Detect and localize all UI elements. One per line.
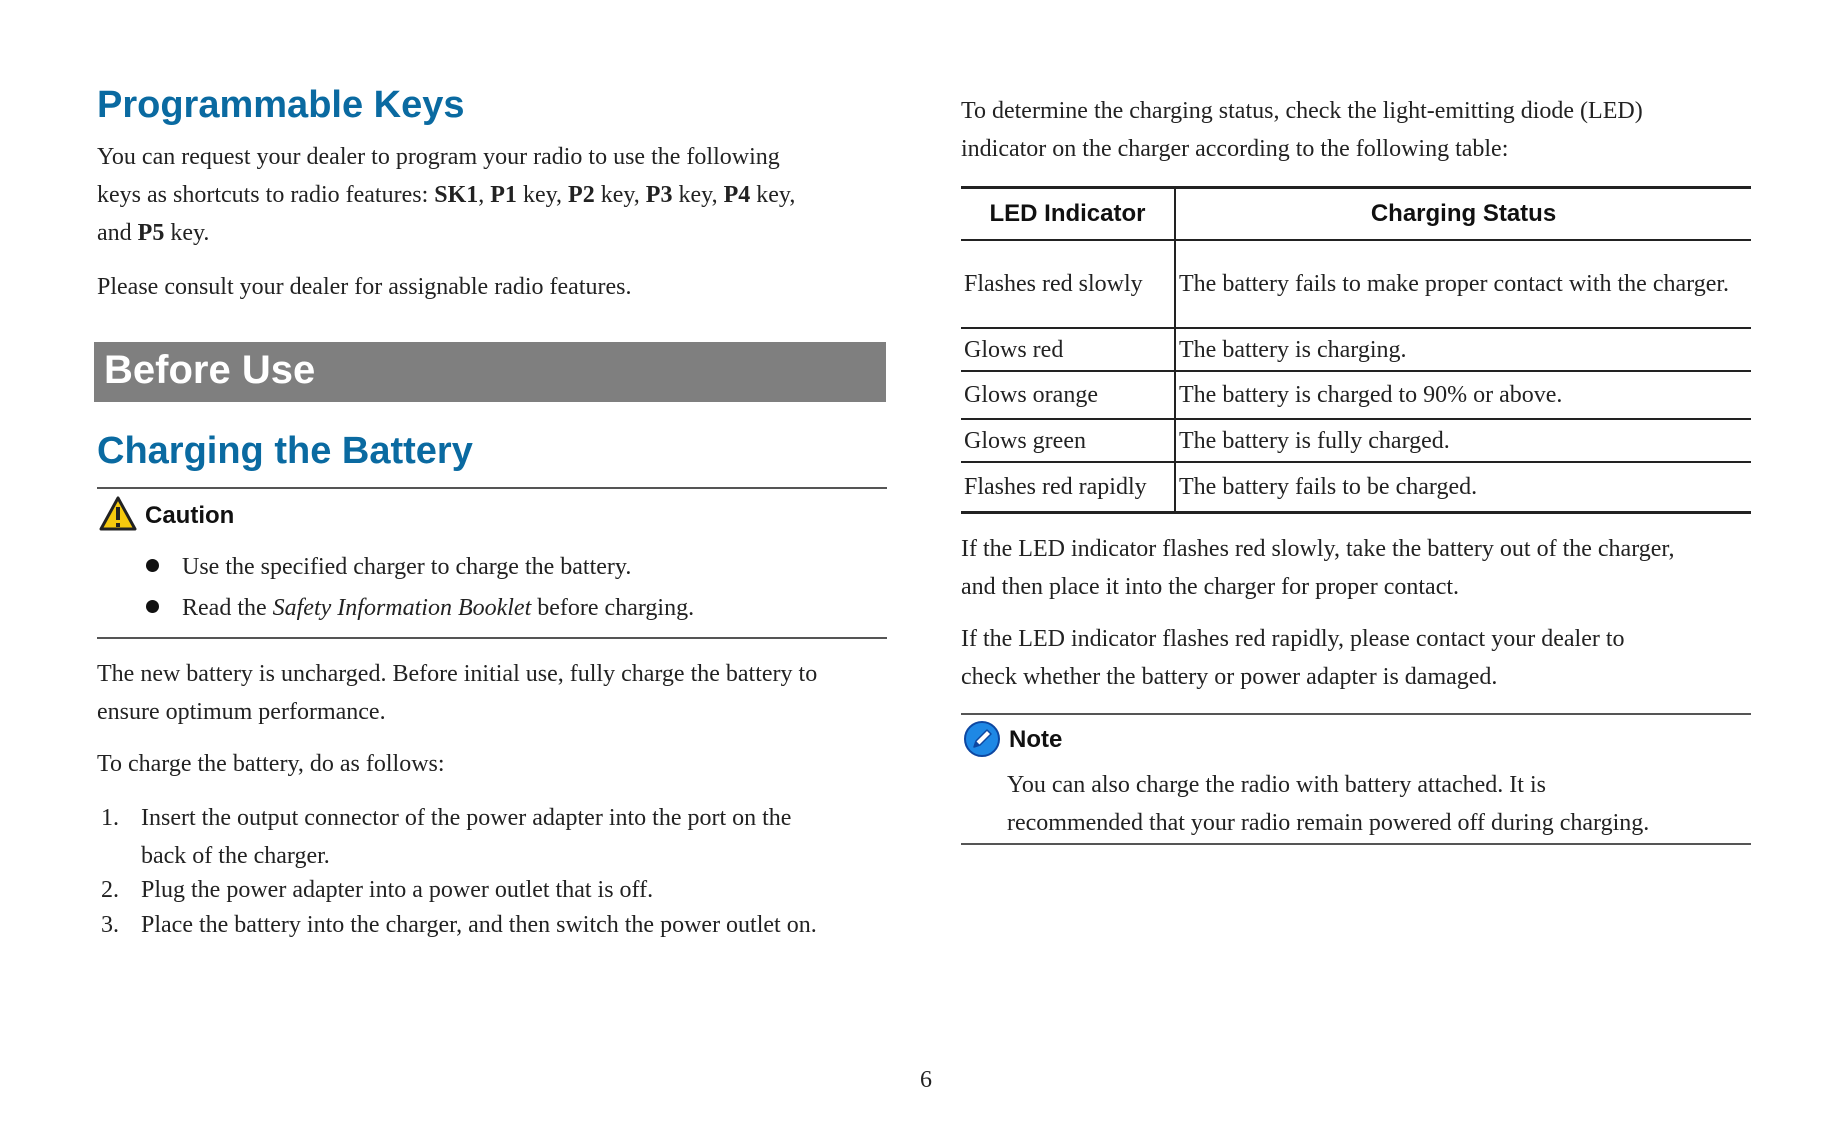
new-battery-paragraph: The new battery is uncharged. Before initial use, fully charge the battery to ensure optimum performance. <box>97 661 818 725</box>
before-use-title: Before Use <box>104 348 316 392</box>
bullet-dot <box>146 600 159 613</box>
key-p5: P5 <box>137 220 165 246</box>
table-row <box>961 462 1751 512</box>
page-number: 6 <box>920 1067 932 1093</box>
before-use-banner <box>94 342 886 402</box>
table-cell-led: Glows red <box>961 328 1175 371</box>
bullet-dot <box>146 559 159 572</box>
flashes-rapidly-paragraph: If the LED indicator flashes red rapidly, please contact your dealer to check whether the battery or power adapter is damaged. <box>961 626 1625 690</box>
assignable-features-paragraph: Please consult your dealer for assignable radio features. <box>97 274 632 300</box>
table-cell-led: Glows orange <box>961 371 1175 419</box>
table-row <box>961 371 1751 419</box>
key-p3: P3 <box>645 182 673 208</box>
led-intro-paragraph: To determine the charging status, check the light-emitting diode (LED) indicator on the charger according to the following table: <box>961 98 1643 162</box>
table-header-status: Charging Status <box>1175 188 1751 241</box>
safety-booklet-title: Safety Information Booklet <box>272 595 532 621</box>
table-header-led: LED Indicator <box>961 188 1175 241</box>
key-sk1: SK1 <box>434 182 479 208</box>
table-row <box>961 240 1751 328</box>
table-row <box>961 328 1751 371</box>
table-row <box>961 419 1751 462</box>
led-status-table <box>961 186 1751 514</box>
caution-item-2: Read the Safety Information Booklet before charging. <box>182 595 695 621</box>
note-text: You can also charge the radio with battery attached. It is recommended that your radio remain powered off during charging. <box>1007 772 1650 836</box>
table-cell-led: Flashes red slowly <box>961 240 1175 328</box>
key-p4: P4 <box>723 182 751 208</box>
caution-top-rule <box>97 487 887 489</box>
step-number: 2. <box>101 877 119 903</box>
warning-triangle-icon <box>99 496 137 532</box>
charge-steps-intro: To charge the battery, do as follows: <box>97 751 445 777</box>
pk-line2-prefix: keys as shortcuts to radio features: <box>97 182 435 208</box>
flashes-slowly-paragraph: If the LED indicator flashes red slowly, take the battery out of the charger, and then place it into the charger for proper contact. <box>961 536 1675 600</box>
note-label: Note <box>1009 726 1063 753</box>
note-bottom-rule <box>961 843 1751 845</box>
table-cell-status: The battery fails to be charged. <box>1175 462 1751 512</box>
programmable-keys-paragraph: You can request your dealer to program your radio to use the following keys as shortcuts to radio features: SK1, P1 key, P2 key, P3 key, P4 key, and P5 key. <box>97 144 796 246</box>
step-3-text: Place the battery into the charger, and then switch the power outlet on. <box>141 912 817 938</box>
charging-heading: Charging the Battery <box>97 430 473 472</box>
table-cell-status: The battery is charged to 90% or above. <box>1175 371 1751 419</box>
key-p1: P1 <box>490 182 517 208</box>
table-cell-status: The battery is fully charged. <box>1175 419 1751 462</box>
step-1-text: Insert the output connector of the power adapter into the port on the back of the charger. <box>141 805 792 869</box>
key-p2: P2 <box>568 182 595 208</box>
caution-label: Caution <box>145 502 235 529</box>
caution-item-1: Use the specified charger to charge the battery. <box>182 554 632 580</box>
step-number: 3. <box>101 912 119 938</box>
note-pencil-icon <box>963 720 1001 758</box>
table-cell-led: Flashes red rapidly <box>961 462 1175 512</box>
note-top-rule <box>961 713 1751 715</box>
caution-bottom-rule <box>97 637 887 639</box>
table-cell-status: The battery fails to make proper contact with the charger. <box>1179 271 1730 297</box>
step-2-text: Plug the power adapter into a power outlet that is off. <box>141 877 654 903</box>
pk-line1: You can request your dealer to program your radio to use the following <box>97 144 780 170</box>
step-number: 1. <box>101 805 119 831</box>
table-cell-led: Glows green <box>961 419 1175 462</box>
programmable-keys-heading: Programmable Keys <box>97 84 465 126</box>
table-cell-status: The battery is charging. <box>1175 328 1751 371</box>
